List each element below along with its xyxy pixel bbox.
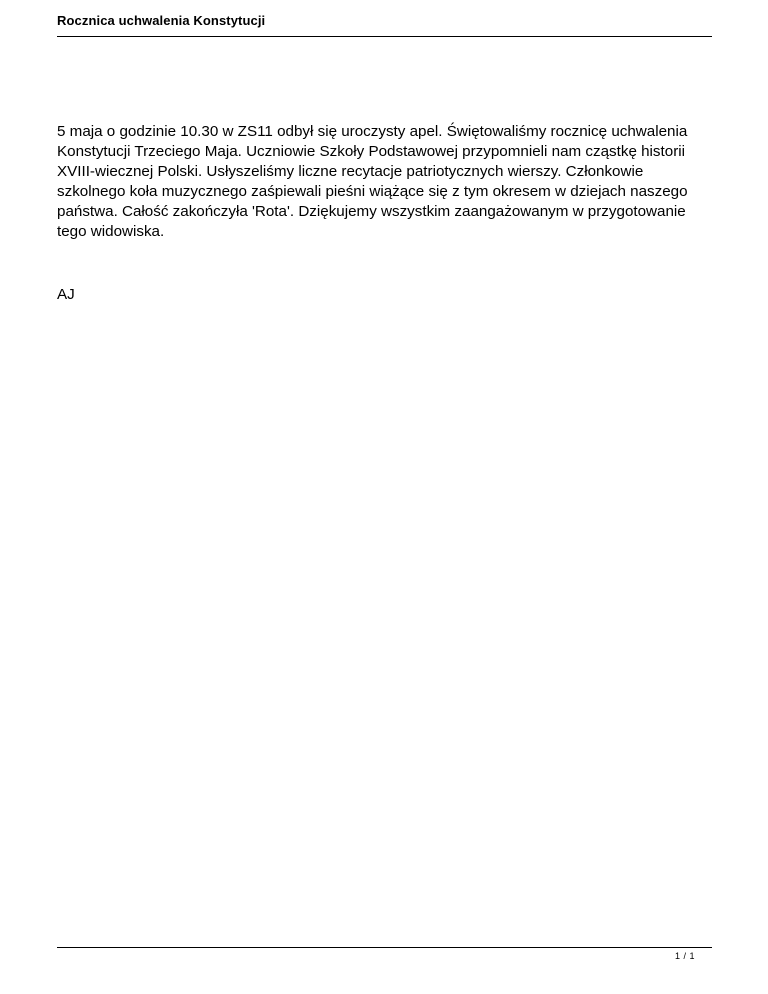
page-footer (57, 947, 712, 961)
article-body: 5 maja o godzinie 10.30 w ZS11 odbył się uroczysty apel. Świętowaliśmy rocznicę uchwalenia Konstytucji Trzeciego Maja. Uczniowie Szkoły Podstawowej przypomnieli nam cząstkę historii XVIII-wiecznej Polski. Usłyszeliśmy liczne recytacje patriotycznych wierszy. Członkowie szkolnego koła muzycznego zaśpiewali pieśni wiążące się z tym okresem w dziejach naszego państwa. Całość zakończyła 'Rota'. Dziękujemy wszystkim zaangażowanym w przygotowanie tego widowiska. (57, 123, 688, 240)
page-title: Rocznica uchwalenia Konstytucji (57, 13, 266, 28)
page-header (57, 10, 712, 37)
author-signature: AJ (57, 286, 75, 303)
page-number: 1 / 1 (674, 951, 695, 961)
